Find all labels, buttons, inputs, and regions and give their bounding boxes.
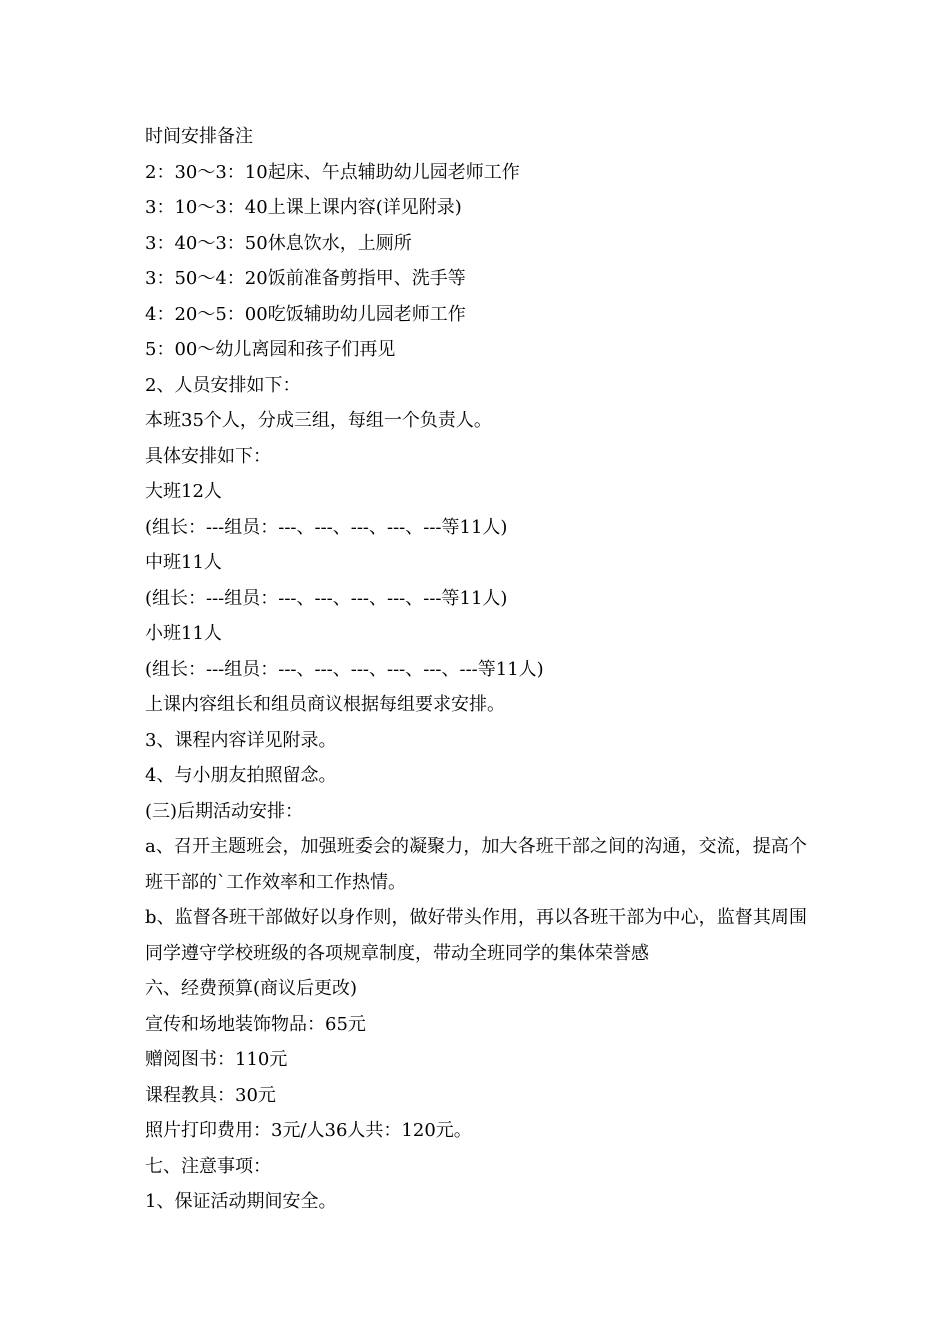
section-heading: (三)后期活动安排： — [145, 800, 304, 822]
section-heading: 4、与小朋友拍照留念。 — [145, 765, 337, 786]
group-members: (组长：---组员：---、---、---、---、---等11人) — [145, 516, 508, 538]
schedule-item: 5：00～幼儿离园和孩子们再见 — [145, 339, 396, 360]
paragraph-line: 上课内容组长和组员商议根据每组要求安排。 — [145, 694, 505, 715]
group-members: (组长：---组员：---、---、---、---、---等11人) — [145, 587, 508, 609]
group-title: 小班11人 — [145, 623, 222, 644]
schedule-item: 2：30～3：10起床、午点辅助幼儿园老师工作 — [145, 161, 520, 183]
schedule-item: 4：20～5：00吃饭辅助幼儿园老师工作 — [145, 303, 466, 325]
group-title: 大班12人 — [145, 481, 222, 502]
budget-item: 照片打印费用：3元/人36人共：120元。 — [145, 1120, 472, 1141]
budget-item: 宣传和场地装饰物品：65元 — [145, 1013, 366, 1035]
budget-item: 赠阅图书：110元 — [145, 1049, 288, 1070]
paragraph-line: 1、保证活动期间安全。 — [145, 1191, 337, 1212]
paragraph-line: 具体安排如下： — [145, 445, 271, 467]
schedule-item: 3：10～3：40上课上课内容(详见附录) — [145, 197, 462, 218]
paragraph-line: 本班35个人，分成三组，每组一个负责人。 — [145, 410, 492, 431]
document-body — [145, 119, 807, 1220]
schedule-item: 3：40～3：50休息饮水，上厕所 — [145, 232, 412, 254]
section-heading: 六、经费预算(商议后更改) — [145, 978, 358, 999]
paragraph-a: a、召开主题班会，加强班委会的凝聚力，加大各班干部之间的沟通，交流，提高个班干部的`工作效率和工作热情。 — [145, 836, 807, 893]
schedule-header: 时间安排备注 — [145, 126, 253, 147]
schedule-item: 3：50～4：20饭前准备剪指甲、洗手等 — [145, 268, 466, 289]
section-heading: 3、课程内容详见附录。 — [145, 729, 337, 751]
section-heading: 2、人员安排如下： — [145, 374, 301, 396]
paragraph-b: b、监督各班干部做好以身作则，做好带头作用，再以各班干部为中心，监督其周围同学遵守学校班级的各项规章制度，带动全班同学的集体荣誉感 — [145, 907, 807, 964]
group-members: (组长：---组员：---、---、---、---、---、---等11人) — [145, 658, 544, 680]
section-heading: 七、注意事项： — [145, 1155, 271, 1177]
budget-item: 课程教具：30元 — [145, 1084, 276, 1106]
group-title: 中班11人 — [145, 552, 222, 573]
